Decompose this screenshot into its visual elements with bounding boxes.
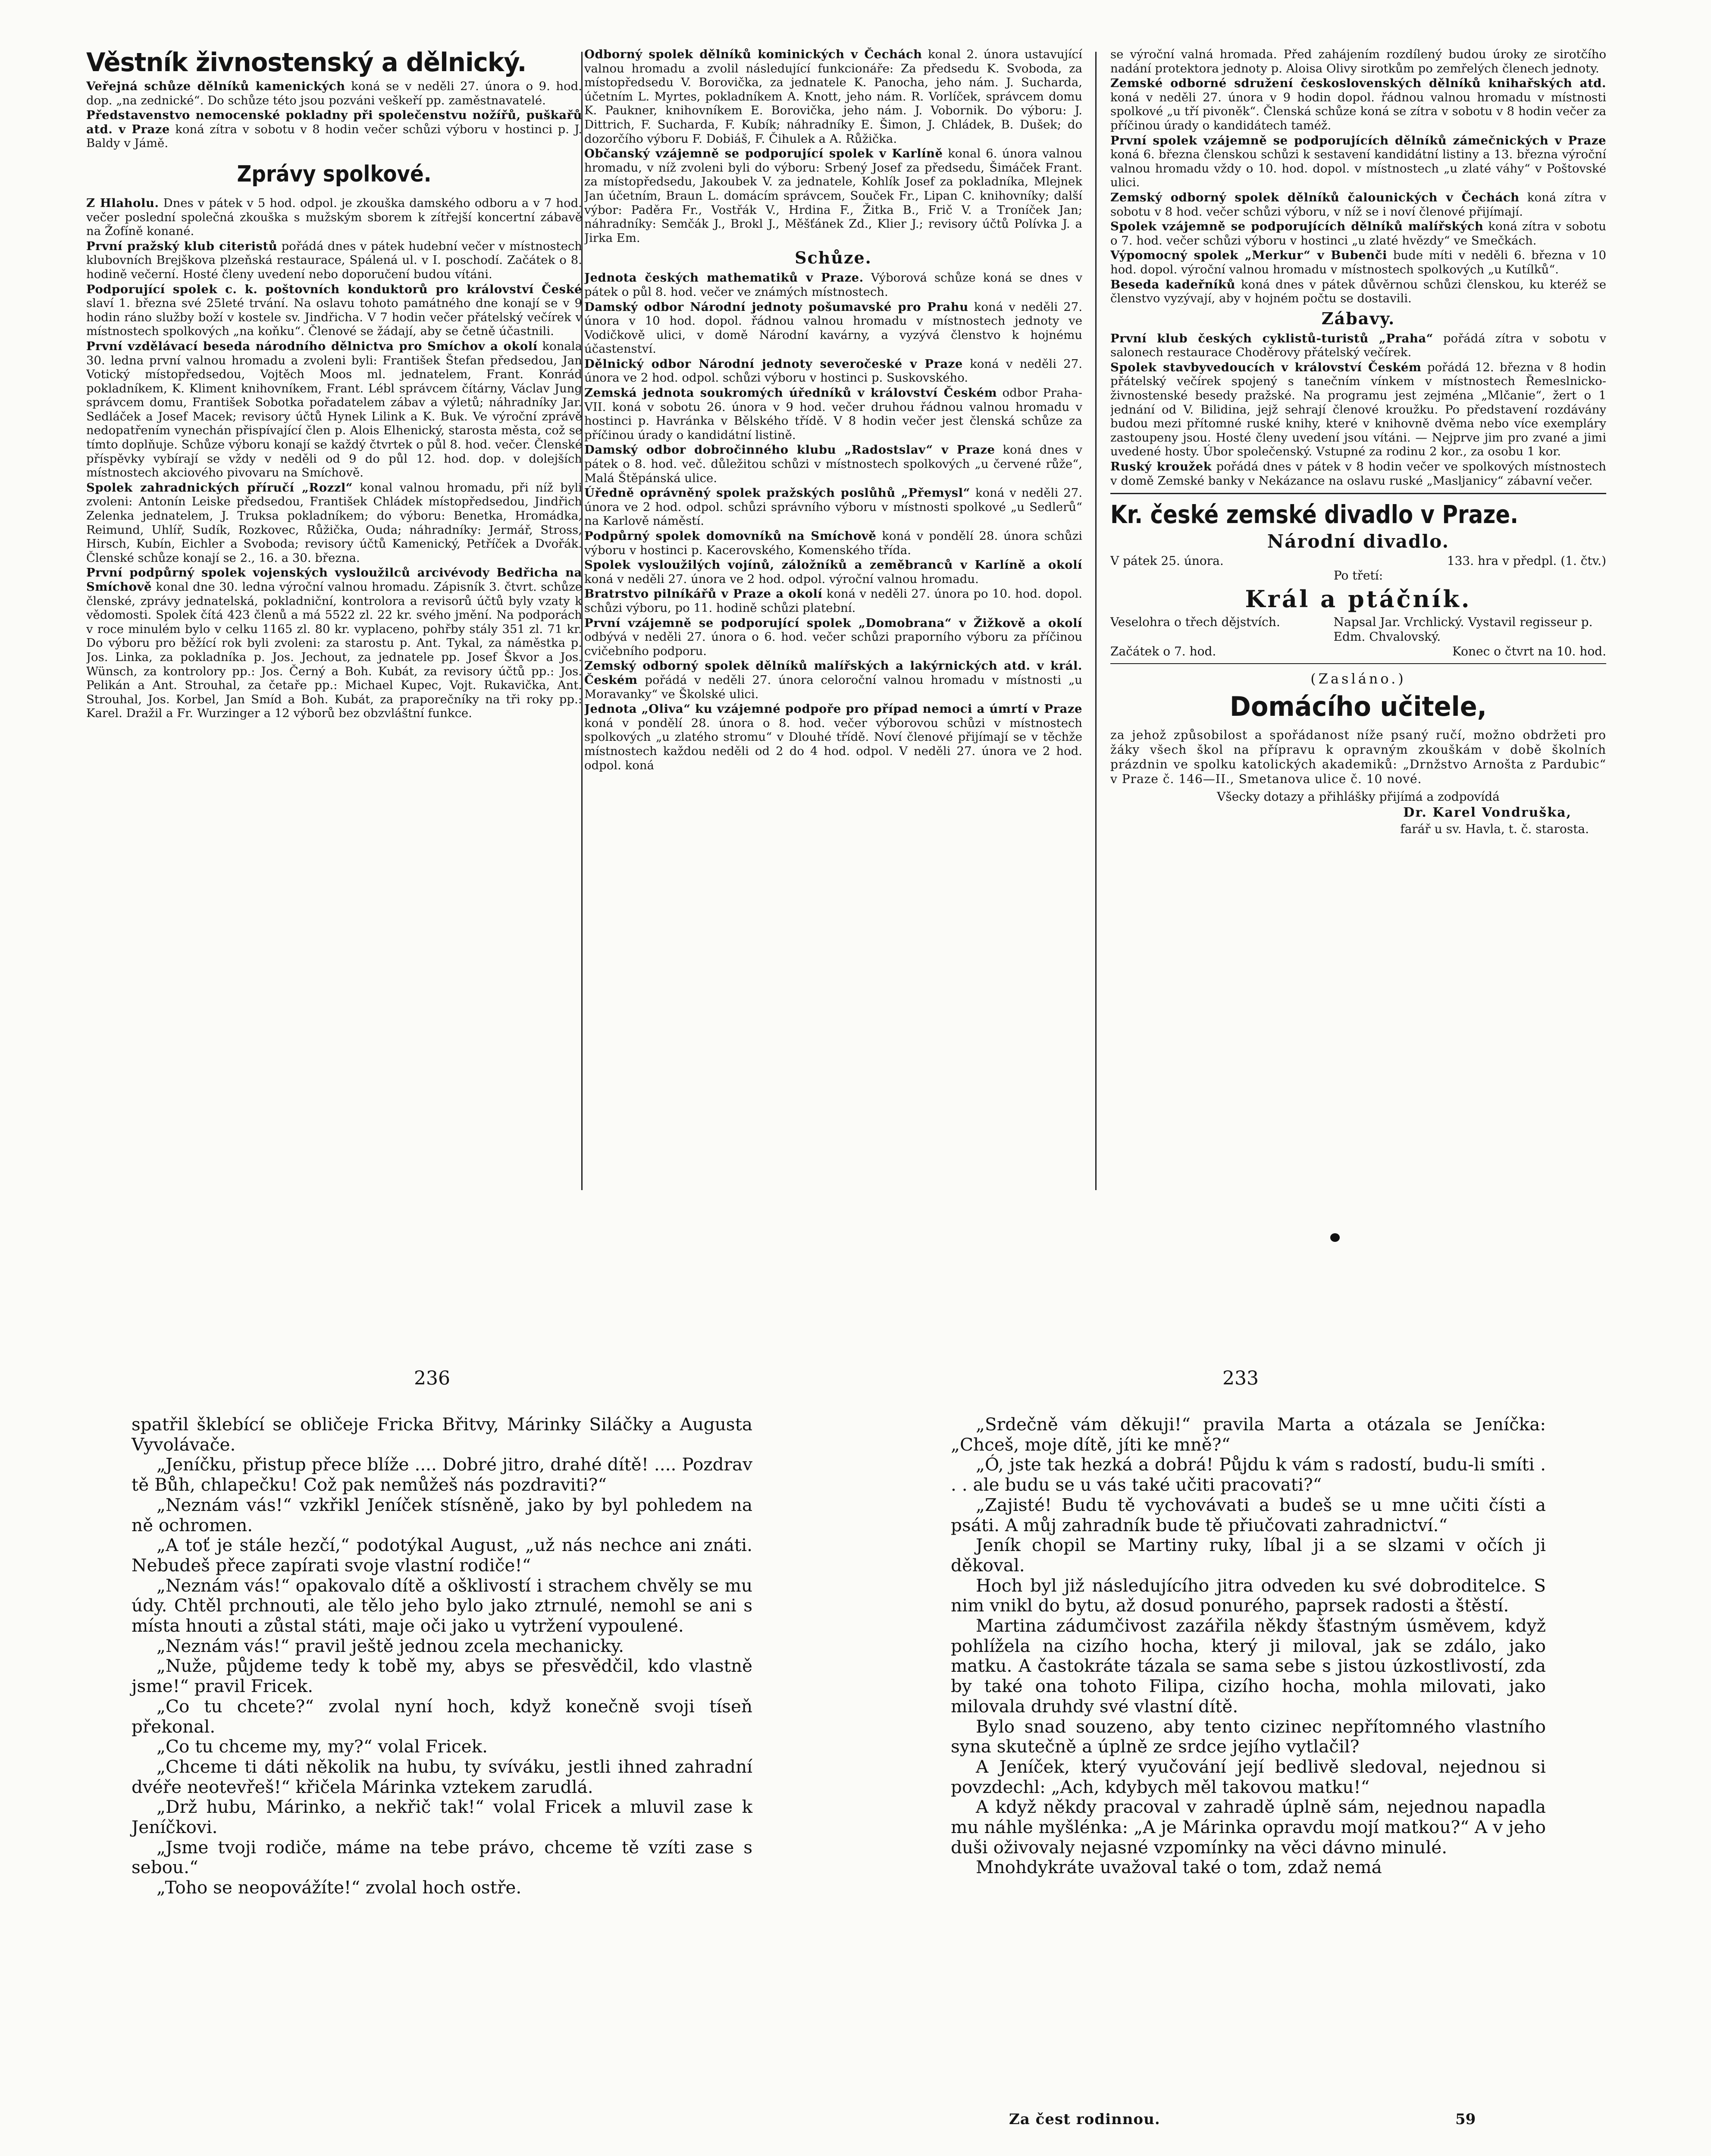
story-page-left — [132, 1414, 752, 1898]
meeting-item: Damský odbor dobročinného klubu „Radostslav“ v Praze koná dnes v pátek o 8. hod. več. důležitou schůzi v místnostech spolkových „u červené růže“, Malá Štěpánská ulice. — [584, 443, 1082, 485]
continued-text: se výroční valná hromada. Před zahájením rozdílený budou úroky ze sirotčího nadání protektora jednoty p. Aloisa Olivy sirotkům po zemřelých členech jednoty. — [1110, 47, 1606, 75]
story-paragraph: „Ó, jste tak hezká a dobrá! Půjdu k vám s radostí, budu-li smíti . . . ale budu se u vás také učiti pracovati?“ — [951, 1454, 1546, 1495]
play-desc-row — [1110, 615, 1606, 644]
entertainment-heading: Zábavy. — [1321, 308, 1395, 328]
column-rule-2 — [1095, 52, 1097, 1190]
play-genre: Veselohra o třech dějstvích. — [1110, 615, 1280, 630]
story-paragraph: „Neznám vás!“ vzkřikl Jeníček stísněně, jako by byl pohledem na ně ochromen. — [132, 1494, 752, 1536]
story-paragraph: „Nuže, půjdeme tedy k tobě my, abys se přesvědčil, kdo vlastně jsme!“ pravil Fricek. — [132, 1655, 752, 1697]
notice-item: Veřejná schůze dělníků kamenických koná se v neděli 27. února o 9. hod. dop. „na zednické“. Do schůze této jsou pozváni veškeří pp. zaměstnavatelé. — [86, 79, 582, 107]
story-paragraph: „Neznám vás!“ opakovalo dítě a ošklivostí i strachem chvěly se mu údy. Chtěl prchnouti, ale tělo jeho bylo jako ztrnulé, nemohl se ani s místa hnouti a zůstal státi, maje oči jako u vytržení vypoulené. — [132, 1575, 752, 1636]
ad-signer: Dr. Karel Vondruška, — [1403, 805, 1572, 821]
advertisement — [1110, 670, 1606, 837]
theatre-announcement — [1110, 499, 1606, 659]
story-paragraph: „Zajisté! Budu tě vychovávati a budeš se u mne učiti čísti a psáti. A můj zahradník bude tě přiučovati zahradnictví.“ — [951, 1494, 1546, 1536]
meetings-heading: Schůze. — [795, 248, 872, 268]
report-item: První pražský klub citeristů pořádá dnes v pátek hudební večer v místnostech klubovních Brejškova plzeňská restaurace, Spálená ul. v I. poschodí. Začátek o 8. hodině večerní. Hosté členy uvedení nebo doporučení budou vítáni. — [86, 239, 582, 281]
meeting-item: Spolek vysloužilých vojínů, záložníků a zeměbranců v Karlíně a okolí koná v neděli 27. února ve 2 hod. odpol. výroční valnou hromadu. — [584, 558, 1082, 586]
theatre-subtitle: Národní divadlo. — [1267, 531, 1450, 552]
meeting-item: Zemská jednota soukromých úředníků v království Českém odbor Praha-VII. koná v sobotu 26. února v 9 hod. večer druhou řádnou valnou hromadu v hostinci p. Havránka v Bělského třídě. V 8 hodin večer jest členská schůze za příčinou úrady o kandidátní listině. — [584, 386, 1082, 442]
newspaper-column-3 — [1110, 47, 1606, 1212]
entertainment-item: Ruský kroužek pořádá dnes v pátek v 8 hodin večer ve spolkových místnostech v domě Zemské banky v Nekázance na oslavu ruské „Masljanicy“ zábavní večer. — [1110, 460, 1606, 488]
story-paragraph: „Co tu chceme my, my?“ volal Fricek. — [157, 1736, 488, 1757]
story-paragraph: A Jeníček, který vyučování její bedlivě sledoval, nejednou si povzdechl: „Ach, kdybych měl takovou matku!“ — [951, 1756, 1546, 1797]
meeting-item: Spolek vzájemně se podporujících dělníků malířských koná zítra v sobotu o 7. hod. večer schůzi výboru v hostinci „u zlaté hvězdy“ ve Smečkách. — [1110, 219, 1606, 248]
entertainment-item: Spolek stavbyvedoucích v království Českém pořádá 12. března v 8 hodin přátelský večírek spojený s tanečním vínkem v místnostech Řemeslnicko-živnostenské besedy pražské. Na programu jest zejména „Mlčanie“, žert o 1 jednání od V. Bilidina, jejž sehrají členové kroužku. Po představení rozdávány budou mezi přítomné ruské knihy, které v knihovně dvěma nebo více exempláry zastoupeny jsou. Hosté členy uvedení jsou vítáni. — Nejprve jim pro zvané a jimi uvedené hosty. Úbor společenský. Vstupné za rodinu 2 kor., za osobu 1 kor. — [1110, 360, 1606, 459]
masthead-notices — [86, 79, 582, 150]
newspaper-column-1 — [86, 47, 582, 1255]
report-item: Spolek zahradnických příručí „Rozzl“ konal valnou hromadu, při níž byli zvoleni: Antonín Leiske předsedou, František Chládek místopředsedou, Jindřich Zelenka jednatelem, J. Truksa pokladníkem; do výboru: Benetka, Hromádka, Reimund, Uhlíř, Sudík, Rozkovec, Růžička, Ouda; náhradníky: Jermář, Stross, Hirsch, Kubín, Eichler a Svoboda; revisory účtů Kamenický, Petříček a Dvořák. Členské schůze konají se 2., 16. a 30. března. — [86, 480, 582, 565]
meetings-list — [584, 271, 1082, 772]
report-item: První vzdělávací beseda národního dělnictva pro Smíchov a okolí konala 30. ledna první valnou hromadu a zvoleni byli: František Štefan předsedou, Jan Votický místopředsedou, Vojtěch Moos ml. jednatelem, Frant. Konrád pokladníkem, K. Kliment knihovníkem, Frant. Lébl správcem čítárny, Václav Jung správcem domu, František Sobotka pořadatelem zábav a výletů; náhradníky Jar. Sedláček a Josef Macek; revisory účtů Hynek Lilink a K. Buk. Ve výroční zprávě nedopatřením vynechán přispívající člen p. Alois Elhenický, starosta města, což se tímto doplňuje. Schůze výboru konají se každý čtvrtek o půl 8. hod. večer. Členské příspěvky vybírají se vždy v neděli od 9 do půl 12. hod. dop. v dolejších místnostech akciového pivovaru na Smíchově. — [86, 339, 582, 480]
ad-body: za jehož způsobilost a spořádanost níže psaný ručí, možno obdržeti pro žáky všech škol na přípravu k opravným zkouškám v době školních prázdnin ve spolku katolických akademiků: „Drnžstvo Arnošta z Pardubic“ v Praze č. 146—II., Smetanova ulice č. 10 nové. — [1110, 728, 1606, 787]
story-paragraph: „A toť je stále hezčí,“ podotýkal August, „už nás nechce ani znáti. Nebudeš přece zapírati svoje vlastní rodiče!“ — [132, 1535, 752, 1576]
story-paragraph: „Neznám vás!“ pravil ještě jednou zcela mechanicky. — [157, 1635, 624, 1656]
story-paragraph: „Jsme tvoji rodiče, máme na tebe právo, chceme tě vzíti zase s sebou.“ — [132, 1836, 752, 1878]
play-author: Napsal Jar. Vrchlický. Vystavil regisseur p. Edm. Chvalovský. — [1333, 615, 1593, 644]
ad-signer-title: farář u sv. Havla, t. č. starosta. — [1400, 822, 1589, 837]
theatre-subscription: 133. hra v předpl. (1. čtv.) — [1447, 554, 1606, 568]
story-paragraph: „Drž hubu, Márinko, a nekřič tak!“ volal Fricek a mluvil zase k Jeníčkovi. — [132, 1796, 752, 1838]
meeting-item: Zemský odborný spolek dělníků čalounických v Čechách koná zítra v sobotu v 8 hod. večer schůzi výboru, v níž se i noví členové přijímají. — [1110, 190, 1606, 219]
ink-dot — [1330, 1233, 1340, 1242]
meeting-item: Beseda kadeřníků koná dnes v pátek důvěrnou schůzi členskou, ku kteréž se členstvo vyzývají, aby v hojném počtu se dostavili. — [1110, 277, 1606, 306]
page-number-left: 236 — [414, 1367, 450, 1389]
story-paragraph: Mnohdykráte uvažoval také o tom, zdaž nemá — [976, 1857, 1382, 1878]
meeting-item: Zemský odborný spolek dělníků malířských a lakýrnických atd. v král. Českém pořádá v neděli 27. února celoroční valnou hromadu v místnosti „u Moravanky“ ve Školské ulici. — [584, 659, 1082, 701]
story-page-right — [951, 1414, 1546, 1877]
play-time-row — [1110, 644, 1606, 659]
story-paragraph: A když někdy pracoval v zahradě úplně sám, nejednou napadla mu náhle myšlénka: „A je Márinka opravdu mojí matkou?“ A v jeho duši oživovaly nejasné vzpomínky na věci dávno minulé. — [951, 1796, 1546, 1858]
entertainment-item: První klub českých cyklistů-turistů „Praha“ pořádá zítra v sobotu v salonech restaurace Choděrovy přátelský večírek. — [1110, 331, 1606, 360]
report-item: Podporující spolek c. k. poštovních konduktorů pro království České slaví 1. března své 25leté trvání. Na oslavu tohoto památného dne konají se v 9 hodin ráno služby boží v kostele sv. Jindřicha. V 7 hodin večer přátelský večírek v místnostech spolkových „na koňku“. Členové se žádají, aby se četně účastnili. — [86, 282, 582, 338]
ad-title: Domácího učitele, — [1229, 691, 1487, 723]
play-end: Konec o čtvrt na 10. hod. — [1452, 644, 1606, 659]
report-item: První podpůrný spolek vojenských vysloužilců arcivévody Bedřicha na Smíchově konal dne 30. ledna výroční valnou hromadu. Zápisník 3. čtvrt. schůze členské, zprávy jednatelská, pokladniční, kontrolora a revisorů účtů byly vzaty k vědomosti. Spolek čítá 423 členů a má 5522 zl. 22 kr. svého jmění. Na podporách v roce minulém bylo v celku 1165 zl. 80 kr. vyplaceno, pohřby stály 351 zl. 71 kr. Do výboru pro běžící rok byli zvoleni: za starostu p. Ant. Tykal, za náměstka p. Jos. Linka, za pokladníka p. Jos. Jechout, za jednatele pp. Josef Škvor a Jos. Wünsch, za kontrolory pp.: Jos. Černý a Boh. Kubát, za revisory účtů pp.: Jos. Pelikán a Ant. Strouhal, za četaře pp.: Michael Kupec, Vojt. Rukavička, Ant. Strouhal, Jos. Korbel, Jan Smíd a Boh. Kubát, za praporečníky na tři roky pp.: Karel. Dražil a Fr. Wurzinger a 12 výborů bez obzvláštní funkce. — [86, 566, 582, 721]
divider — [1110, 493, 1606, 494]
theatre-intro: Po třetí: — [1333, 568, 1383, 583]
story-paragraph: „Co tu chcete?“ zvolal nyní hoch, když konečně svoji tíseň překonal. — [132, 1695, 752, 1737]
meeting-item: Bratrstvo pilníkářů v Praze a okolí koná v neděli 27. února po 10. hod. dopol. schůzi výboru, po 11. hodině schůzi platební. — [584, 587, 1082, 615]
meeting-item: Výpomocný spolek „Merkur“ v Bubenči bude míti v neděli 6. března v 10 hod. dopol. výroční valnou hromadu v místnostech spolkových „u Kutílků“. — [1110, 248, 1606, 276]
story-paragraph: „Toho se neopovážíte!“ zvolal hoch ostře. — [157, 1877, 522, 1898]
masthead-title: Věstník živnostenský a dělnický. — [86, 47, 526, 78]
story-paragraph: spatřil šklebící se obličeje Fricka Břitvy, Márinky Siláčky a Augusta Vyvolávače. — [132, 1414, 752, 1455]
meeting-item: První spolek vzájemně se podporujících dělníků zámečnických v Praze koná 6. března členskou schůzi k sestavení kandidátní listiny a 13. března výroční valnou hromadu vždy o 10. hod. dopol. v místnostech „u zlaté váhy“ v Poštovské ulici. — [1110, 133, 1606, 190]
play-start: Začátek o 7. hod. — [1110, 644, 1216, 659]
report-item: Odborný spolek dělníků kominických v Čechách konal 2. února ustavující valnou hromadu a zvolil následující funkcionáře: Za předsedu K. Svoboda, za místopředsedu V. Borovička, za jednatele K. Panocha, jeho nám. J. Sucharda, účetním L. Myrtes, pokladníkem A. Knott, jeho nám. R. Vorlíček, správcem domu K. Paukner, knihovníkem E. Borovička, jeho nám. J. Vobornik. Do výboru: J. Dittrich, F. Sucharda, F. Kubík; náhradníky E. Šimon, J. Chládek, B. Dušek; do dozorčího výboru F. Dobiáš, F. Čihulek a A. Růžička. — [584, 47, 1082, 146]
meeting-item: Jednota „Oliva“ ku vzájemné podpoře pro případ nemoci a úmrtí v Praze koná v pondělí 28. února o 8. hod. večer výborovou schůzi v místnostech spolkových „u zlatého stromu“ v Dlouhé třídě. Noví členové přijímají se v těchže místnostech každou neděli od 2 do 4 hod. odpol. V neděli 27. února ve 2 hod. odpol. koná — [584, 702, 1082, 772]
divider — [1110, 663, 1606, 664]
book-footer-title: Za čest rodinnou. — [1009, 2111, 1160, 2128]
notice-item: Představenstvo nemocenské pokladny při společenstvu nožířů, puškařů atd. v Praze koná zítra v sobotu v 8 hodin večer schůzi výboru v hostinci p. J. Baldy v Jámě. — [86, 108, 582, 150]
section-title: Zprávy spolkové. — [237, 161, 432, 187]
newspaper-column-2 — [584, 47, 1082, 1212]
story-paragraph: Martina zádumčivost zazářila někdy šťastným úsměvem, když pohlížela na cizího hocha, který ji miloval, jak se zdálo, jako matku. A častokráte tázala se sama sebe s jistou úzkostlivostí, zda by také ona tohoto Filipa, cizího hocha, mohla milovati, jako milovala druhdy své vlastní dítě. — [951, 1615, 1546, 1717]
reports-list — [86, 196, 582, 721]
meeting-item: Damský odbor Národní jednoty pošumavské pro Prahu koná v neděli 27. února v 10 hod. dopol. řádnou valnou hromadu v místnostech jednoty ve Vodičkově ulici, v domě Národní kavárny, a vyzývá členstvo k hojnému účastenství. — [584, 300, 1082, 356]
meeting-item: Jednota českých mathematiků v Praze. Výborová schůze koná se dnes v pátek o půl 8. hod. večer ve známých místnostech. — [584, 271, 1082, 299]
meeting-item: Zemské odborné sdružení československých dělníků knihařských atd. koná v neděli 27. února v 9 hodin dopol. řádnou valnou hromadu v místnosti spolkové „u tří pivoněk“. Členská schůze koná se zítra v sobotu v 8 hodin večer za příčinou úrady o kandidátech taméž. — [1110, 76, 1606, 132]
meeting-item: Úředně oprávněný spolek pražských poslůhů „Přemysl“ koná v neděli 27. února ve 2 hod. odpol. schůzi správního výboru v místnosti spolkové „u Sedlerů“ na Karlově náměstí. — [584, 486, 1082, 528]
story-paragraph: Bylo snad souzeno, aby tento cizinec nepřítomného vlastního syna skutečně a úplně ze srdce jejího vytlačil? — [951, 1716, 1546, 1757]
ad-sent-label: (Zasláno.) — [1310, 671, 1406, 687]
report-item: Občanský vzájemně se podporující spolek v Karlíně konal 6. února valnou hromadu, v níž zvoleni byli do výboru: Srbený Josef za předsedu, Šimáček Frant. za místopředsedu, Jakoubek V. za jednatele, Kohlík Josef za pokladníka, Mlejnek Jan účetním, Braun L. domácím správcem, Souček Fr., Lipan C. knihovníky; další výbor: Paděra Fr., Vostřák V., Hrdina F., Žitka B., Frič V. a Troníček Jan; náhradníky: Semčák J., Brokl J., Měšťánek Zd., Klier J.; revisory účtů Polívka J. a Jirka Em. — [584, 147, 1082, 245]
meeting-item: Podpůrný spolek domovníků na Smíchově koná v pondělí 28. února schůzi výboru v hostinci p. Kacerovského, Komenského třída. — [584, 529, 1082, 557]
ad-inquiries: Všecky dotazy a přihlášky přijímá a zodpovídá — [1217, 790, 1500, 804]
meeting-item: První vzájemně se podporující spolek „Domobrana“ v Žižkově a okolí odbývá v neděli 27. února o 6. hod. večer schůzi praporního výboru za příčinou cvičebního podporu. — [584, 616, 1082, 658]
play-title: Král a ptáčník. — [1245, 585, 1472, 613]
theatre-title: Kr. české zemské divadlo v Praze. — [1110, 500, 1519, 530]
report-item: Z Hlaholu. Dnes v pátek v 5 hod. odpol. je zkouška damského odboru a v 7 hod. večer poslední společná zkouška s mužským sborem k zítřejší koncertní zábavě na Žofíně konané. — [86, 196, 582, 238]
book-footer-number: 59 — [1455, 2111, 1476, 2128]
theatre-date: V pátek 25. února. — [1110, 554, 1224, 568]
story-paragraph: Jeník chopil se Martiny ruky, líbal ji a se slzami v očích ji děkoval. — [951, 1535, 1546, 1576]
story-paragraph: „Jeníčku, přistup přece blíže .... Dobré jitro, drahé dítě! .... Pozdrav tě Bůh, chlapečku! Což pak nemůžeš nás pozdraviti?“ — [132, 1454, 752, 1495]
meeting-item: Dělnický odbor Národní jednoty severočeské v Praze koná v neděli 27. února ve 2 hod. odpol. schůzi výboru v hostinci p. Suskovského. — [584, 357, 1082, 385]
theatre-date-row — [1110, 554, 1606, 568]
page-number-right: 233 — [1222, 1367, 1259, 1389]
story-paragraph: „Srdečně vám děkuji!“ pravila Marta a otázala se Jeníčka: „Chceš, moje dítě, jíti ke mně?“ — [951, 1414, 1546, 1455]
story-paragraph: Hoch byl již následujícího jitra odveden ku své dobroditelce. S nim vnikl do bytu, až dosud ponurého, paprsek radosti a štěstí. — [951, 1575, 1546, 1616]
story-paragraph: „Chceme ti dáti několik na hubu, ty svíváku, jestli ihned zahradní dvéře neotevřeš!“ křičela Márinka vztekem zarudlá. — [132, 1756, 752, 1797]
